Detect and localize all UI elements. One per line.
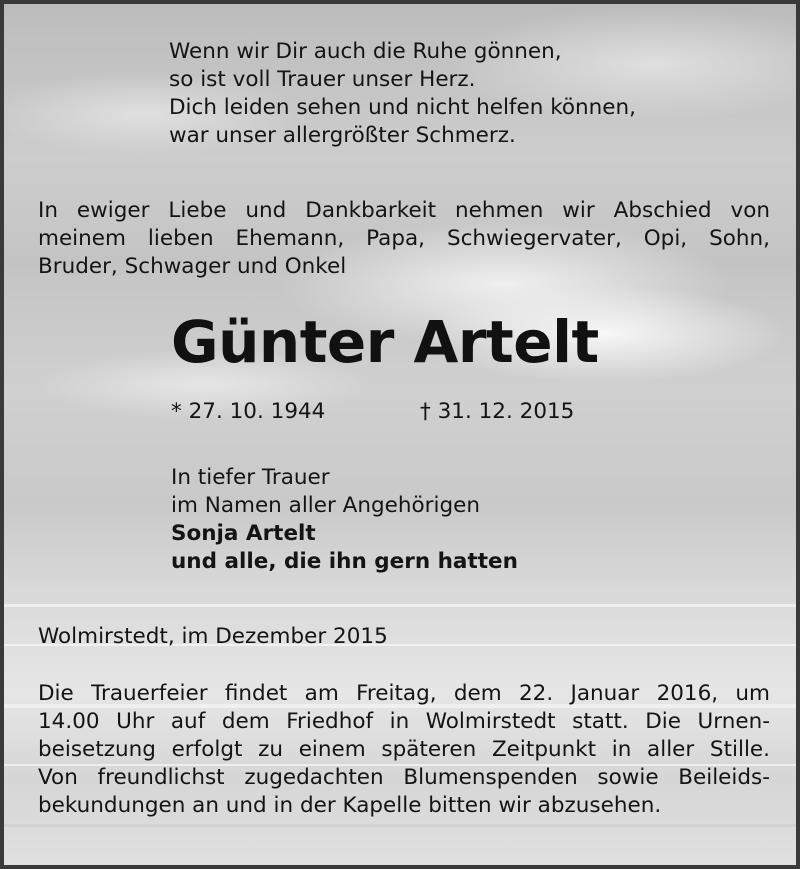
deceased-name: Günter Artelt (171, 308, 599, 376)
farewell-text (38, 197, 770, 281)
poem-line: so ist voll Trauer unser Herz. (169, 67, 476, 92)
ceremony-line: Die Trauerfeier findet am Freitag, dem 22. Januar 2016, um (38, 681, 770, 706)
sea-stripe (4, 824, 796, 827)
farewell-line: meinem lieben Ehemann, Papa, Schwiegervater, Opi, Sohn, (38, 226, 770, 251)
mourners-line: In tiefer Trauer (171, 465, 330, 490)
sea-stripe (4, 604, 796, 607)
poem-verse (169, 38, 636, 150)
ceremony-info (38, 680, 770, 820)
farewell-line: Bruder, Schwager und Onkel (38, 254, 347, 279)
poem-line: Wenn wir Dir auch die Ruhe gönnen, (169, 39, 562, 64)
mourners-block (171, 464, 518, 576)
place-date: Wolmirstedt, im Dezember 2015 (38, 624, 388, 649)
birth-date: * 27. 10. 1944 (171, 399, 326, 424)
death-date: † 31. 12. 2015 (420, 399, 575, 424)
ceremony-line: bekundungen an und in der Kapelle bitten wir abzusehen. (38, 793, 662, 818)
ceremony-line: Von freundlichst zugedachten Blumenspenden sowie Beileids- (38, 765, 770, 790)
farewell-line: In ewiger Liebe und Dankbarkeit nehmen wir Abschied von (38, 198, 770, 223)
mourner-name: Sonja Artelt (171, 521, 316, 546)
mourners-line: und alle, die ihn gern hatten (171, 549, 518, 574)
ceremony-line: beisetzung erfolgt zu einem späteren Zeitpunkt in aller Stille. (38, 737, 770, 762)
ceremony-line: 14.00 Uhr auf dem Friedhof in Wolmirstedt statt. Die Urnen- (38, 709, 770, 734)
poem-line: Dich leiden sehen und nicht helfen können, (169, 95, 636, 120)
poem-line: war unser allergrößter Schmerz. (169, 123, 516, 148)
mourners-line: im Namen aller Angehörigen (171, 493, 480, 518)
